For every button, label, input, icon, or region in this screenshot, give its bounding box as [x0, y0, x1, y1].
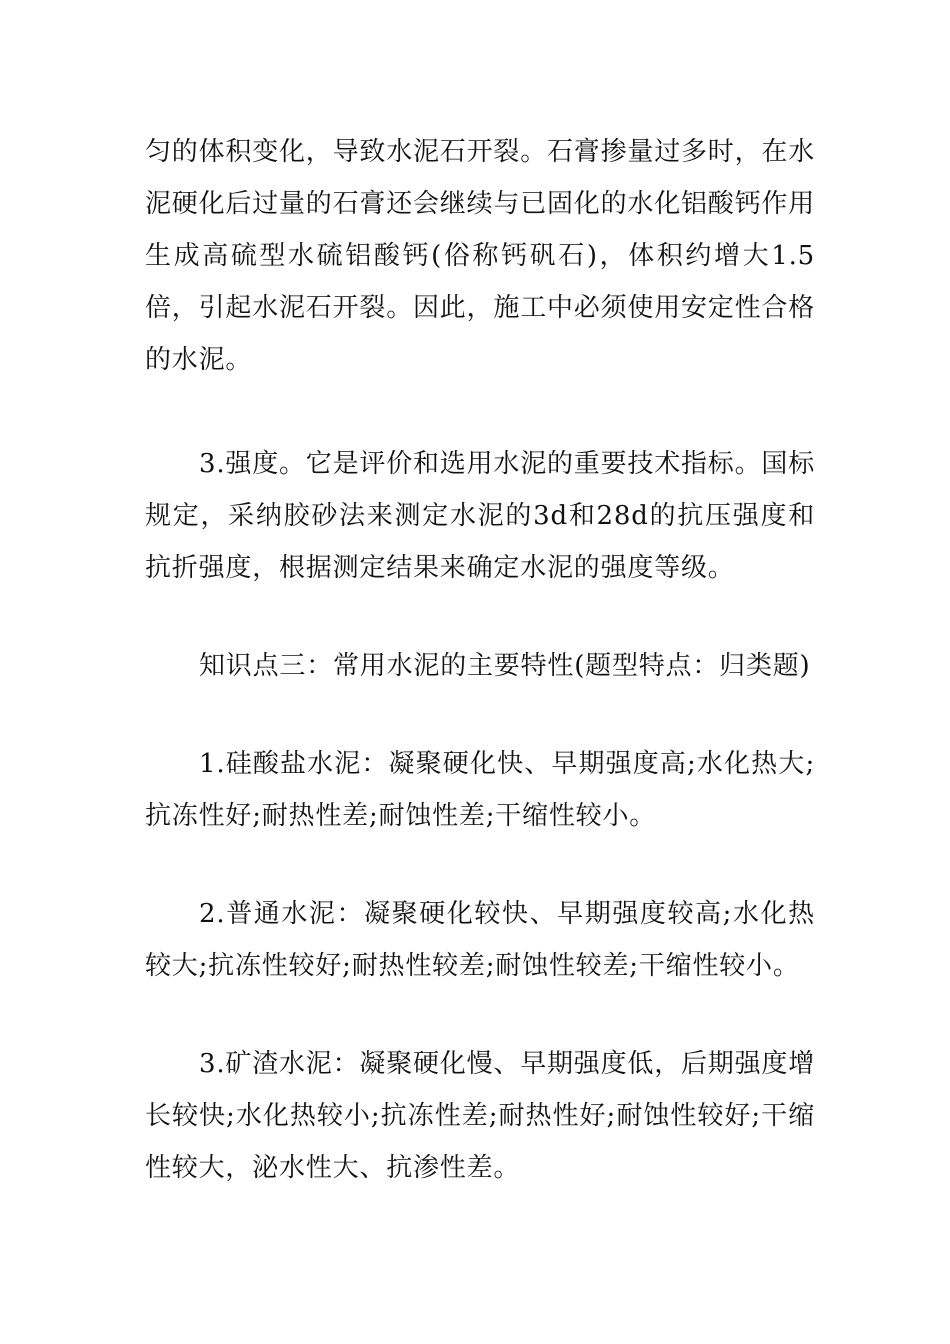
- document-body: [145, 126, 815, 1194]
- paragraph-strength: 3.强度。它是评价和选用水泥的重要技术指标。国标规定，采纳胶砂法来测定水泥的3d和28d的抗压强度和抗折强度，根据测定结果来确定水泥的强度等级。: [145, 449, 816, 583]
- paragraph-portland-cement: 1.硅酸盐水泥：凝聚硬化快、早期强度高;水化热大;抗冻性好;耐热性差;耐蚀性差;干缩性较小。: [145, 749, 815, 831]
- paragraph-soundness-continued: 匀的体积变化，导致水泥石开裂。石膏掺量过多时，在水泥硬化后过量的石膏还会继续与已固化的水化铝酸钙作用生成高硫型水硫铝酸钙(俗称钙矾石)，体积约增大1.5倍，引起水泥石开裂。因此，施工中必须使用安定性合格的水泥。: [145, 137, 816, 375]
- section-heading-knowledge-point-3: 知识点三：常用水泥的主要特性(题型特点：归类题): [199, 651, 811, 681]
- paragraph-slag-cement: 3.矿渣水泥：凝聚硬化慢、早期强度低，后期强度增长较快;水化热较小;抗冻性差;耐热性好;耐蚀性较好;干缩性较大，泌水性大、抗渗性差。: [145, 1049, 816, 1183]
- paragraph-ordinary-cement: 2.普通水泥：凝聚硬化较快、早期强度较高;水化热较大;抗冻性较好;耐热性较差;耐蚀性较差;干缩性较小。: [145, 899, 815, 981]
